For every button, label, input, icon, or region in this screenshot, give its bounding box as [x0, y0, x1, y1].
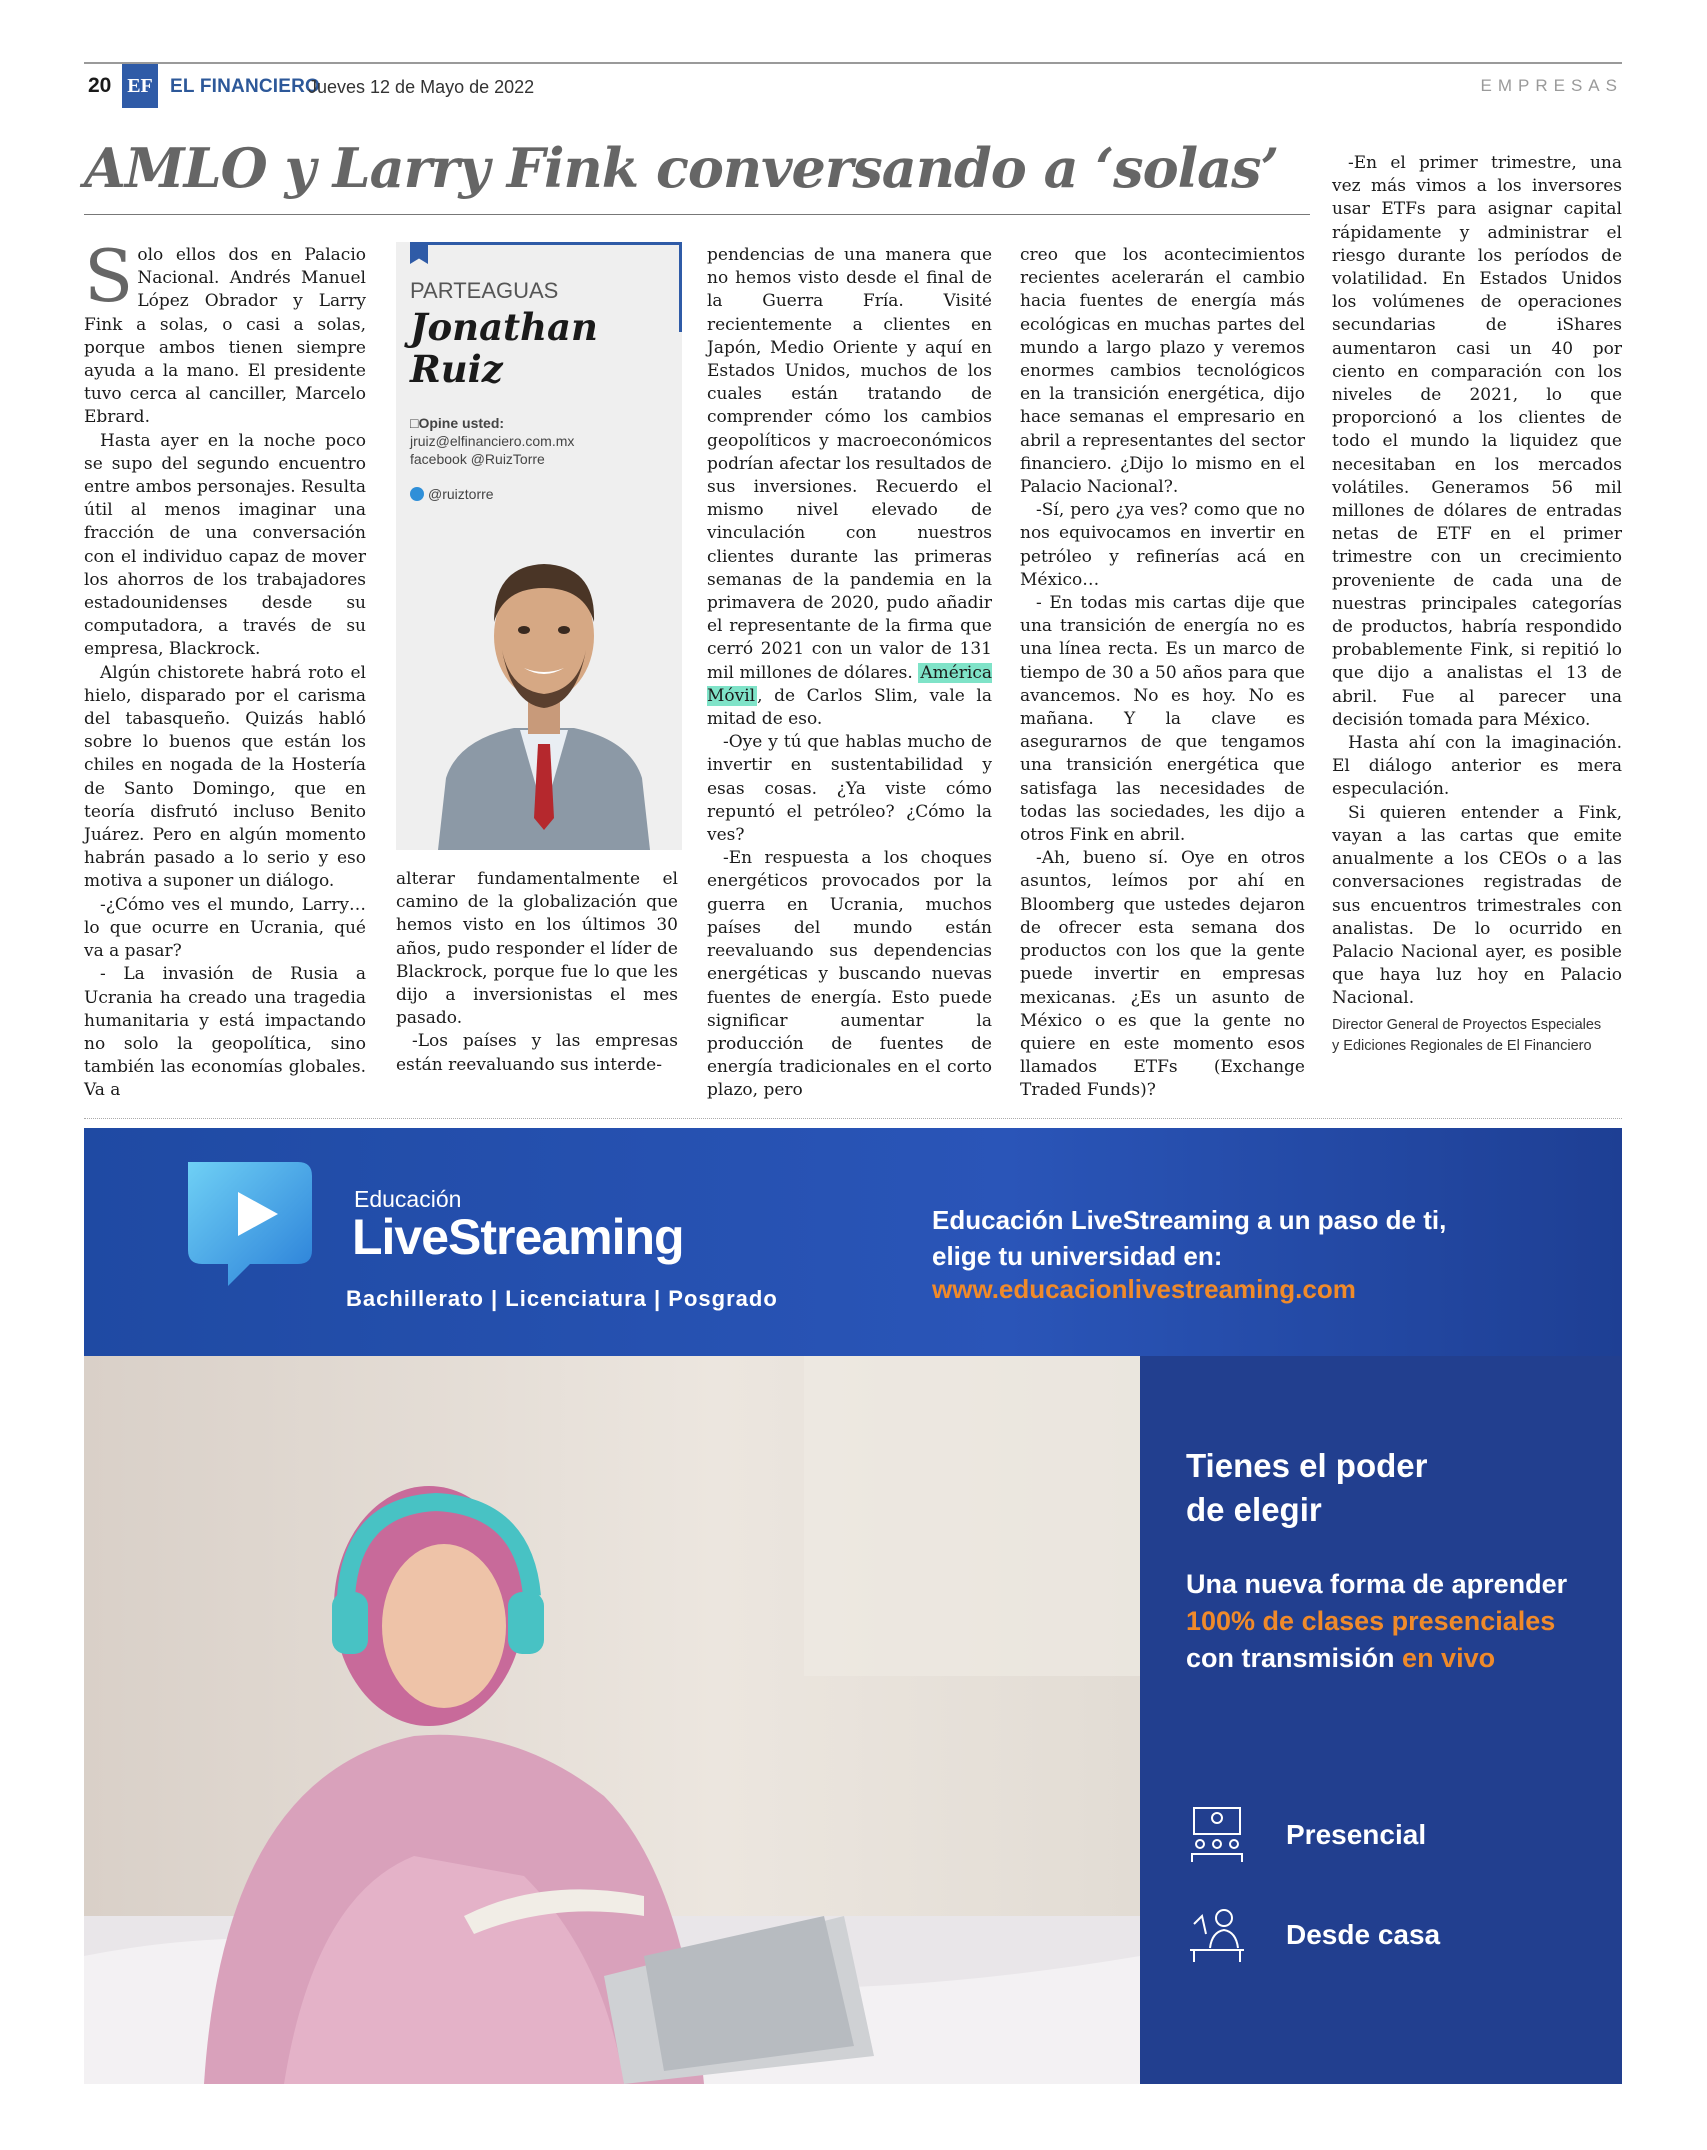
masthead: EL FINANCIERO [170, 76, 321, 97]
advertisement[interactable] [84, 1128, 1622, 2084]
article-paragraph: -Oye y tú que hablas mucho de invertir en sustentabilidad y esas cosas. ¿Ya viste cómo repuntó el petróleo? ¿Cómo la ves? [707, 732, 992, 846]
article-paragraph: - La invasión de Rusia a Ucrania ha creado una tragedia humanitaria y está impactando no solo la geopolítica, sino también las economías globales. Va a [84, 964, 366, 1101]
ad-tagline: Educación LiveStreaming a un paso de ti, elige tu universidad en: [932, 1205, 1447, 1271]
article-column-4 [1020, 244, 1305, 1103]
ad-url-link[interactable]: www.educacionlivestreaming.com [932, 1274, 1356, 1304]
headline-rule [84, 214, 1310, 215]
issue-date: Jueves 12 de Mayo de 2022 [308, 77, 535, 97]
article-paragraph: -Los países y las empresas están reevaluando sus interde- [396, 1031, 678, 1075]
article-paragraph: -Ah, bueno sí. Oye en otros asuntos, leímos por ahí en Bloomberg que ustedes dejaron de ofrecer esta semana dos productos con los que la gente puede invertir en empresas mexicanas. ¿Es un asunto de México o es que la gente no quiere en este momento esos llamados ETFs (Exchange Traded Funds)? [1020, 848, 1305, 1101]
ad-option-presencial: Presencial [1186, 1804, 1426, 1866]
bookmark-icon [410, 242, 428, 264]
comment-icon: □ [410, 415, 419, 431]
ad-panel-title: Tienes el poder de elegir [1186, 1447, 1428, 1528]
page-number: 20 [88, 74, 112, 97]
columnist-frame [410, 242, 682, 245]
ad-brand-small: Educación [354, 1186, 462, 1212]
article-paragraph: pendencias de una manera que no hemos visto desde el final de la Guerra Fría. Visité recientemente a clientes en Japón, Medio Oriente y aquí en Estados Unidos, muchos de los cuales están tratando de comprender cómo los cambios geopolíticos y macroeconómicos podrían afectar los resultados de sus inversiones. Recuerdo el mismo nivel elevado de vinculación con nuestros clientes durante las primeras semanas de la pandemia en la primavera de 2020, pudo añadir el representante de la firma que cerró 2021 con un valor de 131 mil millones de dólares. América Móvil , de Carlos Slim, vale la mitad de eso. [707, 245, 992, 730]
column-kicker: PARTEAGUAS [410, 278, 559, 303]
twitter-icon [410, 487, 424, 501]
article-paragraph: -En el primer trimestre, una vez más vimos a los inversores usar ETFs para asignar capital rápidamente y administrar el riesgo durante los períodos de volatilidad. En Estados Unidos los volúmenes de operaciones secundarias de iShares aumentaron casi un 40 por ciento en comparación con los niveles de 2021, lo que proporcionó a los clientes de todo el mundo la liquidez que necesitaban en los mercados volátiles. Generamos 56 mil millones de dólares de entradas netas de ETF en el primer trimestre con un crecimiento proveniente de cada una de nuestras principales categorías de productos, habría respondido probablemente Fink, si repitió lo que dijo a analistas el 13 de abril. Fue al parecer una decisión tomada para México. [1332, 153, 1622, 730]
article-column-2 [396, 868, 678, 1077]
columnist-contact: □Opine usted: jruiz@elfinanciero.com.mx facebook @RuizTorre [410, 415, 575, 467]
ad-levels: Bachillerato | Licenciatura | Posgrado [346, 1286, 778, 1311]
article-column-5 [1332, 152, 1622, 1011]
ad-info-panel [1140, 1356, 1622, 2084]
article-column-3 [707, 244, 992, 1103]
drop-cap: S [84, 234, 134, 318]
article-paragraph: Hasta ahí con la imaginación. El diálogo anterior es mera especulación. [1332, 733, 1622, 800]
section-label: EMPRESAS [1480, 76, 1623, 95]
article-paragraph: Algún chistorete habrá roto el hielo, disparado por el carisma del tabasqueño. Quizás habló sobre lo buenos que están los chiles en nogada de la Hostería de Santo Domingo, que en teoría disfrutó incluso Benito Juárez. Pero en algún momento habrán pasado a lo serio y eso motiva a suponer un diálogo. [84, 662, 366, 892]
columnist-twitter[interactable]: @ruiztorre [410, 486, 494, 502]
article-paragraph: creo que los acontecimientos recientes acelerarán el cambio hacia fuentes de energía más ecológicas en muchas partes del mundo a largo plazo y veremos enormes cambios tecnológicos en la transición energética, dijo hace semanas el empresario en abril a representantes del sector financiero. ¿Dijo lo mismo en el Palacio Nacional?. [1020, 245, 1305, 498]
article-paragraph: alterar fundamentalmente el camino de la globalización que hemos visto en los últimos 30 años, pudo responder el líder de Blackrock, porque fue lo que les dijo a inversionistas el mes pasado. [396, 869, 678, 1029]
author-signoff: Director General de Proyectos Especiales y Ediciones Regionales de El Financiero [1332, 1017, 1602, 1054]
columnist-frame-side [679, 242, 682, 332]
article-paragraph: Solo ellos dos en Palacio Nacional. Andrés Manuel López Obrador y Larry Fink a solas, o casi a solas, porque ambos tienen siempre ayuda a la mano. El presidente tuvo cerca al canciller, Marcelo Ebrard. [84, 234, 366, 428]
columnist-portrait [428, 518, 660, 850]
article-paragraph: -¿Cómo ves el mundo, Larry… lo que ocurre en Ucrania, qué va a pasar? [84, 894, 366, 962]
ad-option-desde-casa: Desde casa [1186, 1904, 1440, 1966]
ad-photo-student [84, 1356, 1140, 2084]
play-logo-icon [180, 1154, 320, 1292]
article-column-1 [84, 234, 366, 1103]
article-paragraph: - En todas mis cartas dije que una transición de energía no es una línea recta. Es un marco de tiempo de 30 a 50 años para que avancemos. No es hoy. No es mañana. Y la clave es asegurarnos de que tengamos una transición energética que satisfaga las necesidades de todas las sociedades, les dijo a otros Fink en abril. [1020, 593, 1305, 846]
article-paragraph: -En respuesta a los choques energéticos provocados por la guerra en Ucrania, muchos países del mundo están reevaluando sus dependencias energéticas y buscando nuevas fuentes de energía. Esto puede significar aumentar la producción de fuentes de energía tradicionales en el corto plazo, pero [707, 848, 992, 1101]
ef-logo: EF [122, 64, 158, 108]
top-rule [84, 62, 1622, 64]
ad-panel-subtitle: Una nueva forma de aprender 100% de clases presenciales con transmisión en vivo [1186, 1569, 1568, 1673]
article-paragraph: -Sí, pero ¿ya ves? como que no nos equivocamos en invertir en petróleo y refinerías acá en México… [1020, 500, 1305, 590]
classroom-icon [1186, 1804, 1248, 1866]
highlighted-text: América Móvil [707, 662, 992, 706]
columnist-facebook[interactable]: facebook @RuizTorre [410, 451, 545, 467]
ad-banner [84, 1128, 1622, 1356]
ad-separator [84, 1118, 1622, 1119]
article-paragraph: Si quieren entender a Fink, vayan a las cartas que emite anualmente a los CEOs o a las conversaciones registradas de sus encuentros trimestrales con analistas. De lo ocurrido en Palacio Nacional ayer, es posible que haya luz hoy en Palacio Nacional. [1332, 802, 1622, 1009]
ad-brand: LiveStreaming [352, 1209, 684, 1265]
columnist-email[interactable]: jruiz@elfinanciero.com.mx [410, 433, 575, 449]
home-study-icon [1186, 1904, 1248, 1966]
columnist-box [396, 242, 682, 850]
headline: AMLO y Larry Fink conversando a ‘solas’ [84, 136, 1279, 200]
columnist-name: Jonathan Ruiz [410, 305, 598, 391]
article-paragraph: Hasta ayer en la noche poco se supo del segundo encuentro entre ambos personajes. Resulta útil al menos imaginar una fracción de una conversación con el individuo capaz de mover los ahorros de los trabajadores estadounidenses desde su computadora, a través de su empresa, Blackrock. [84, 430, 366, 660]
